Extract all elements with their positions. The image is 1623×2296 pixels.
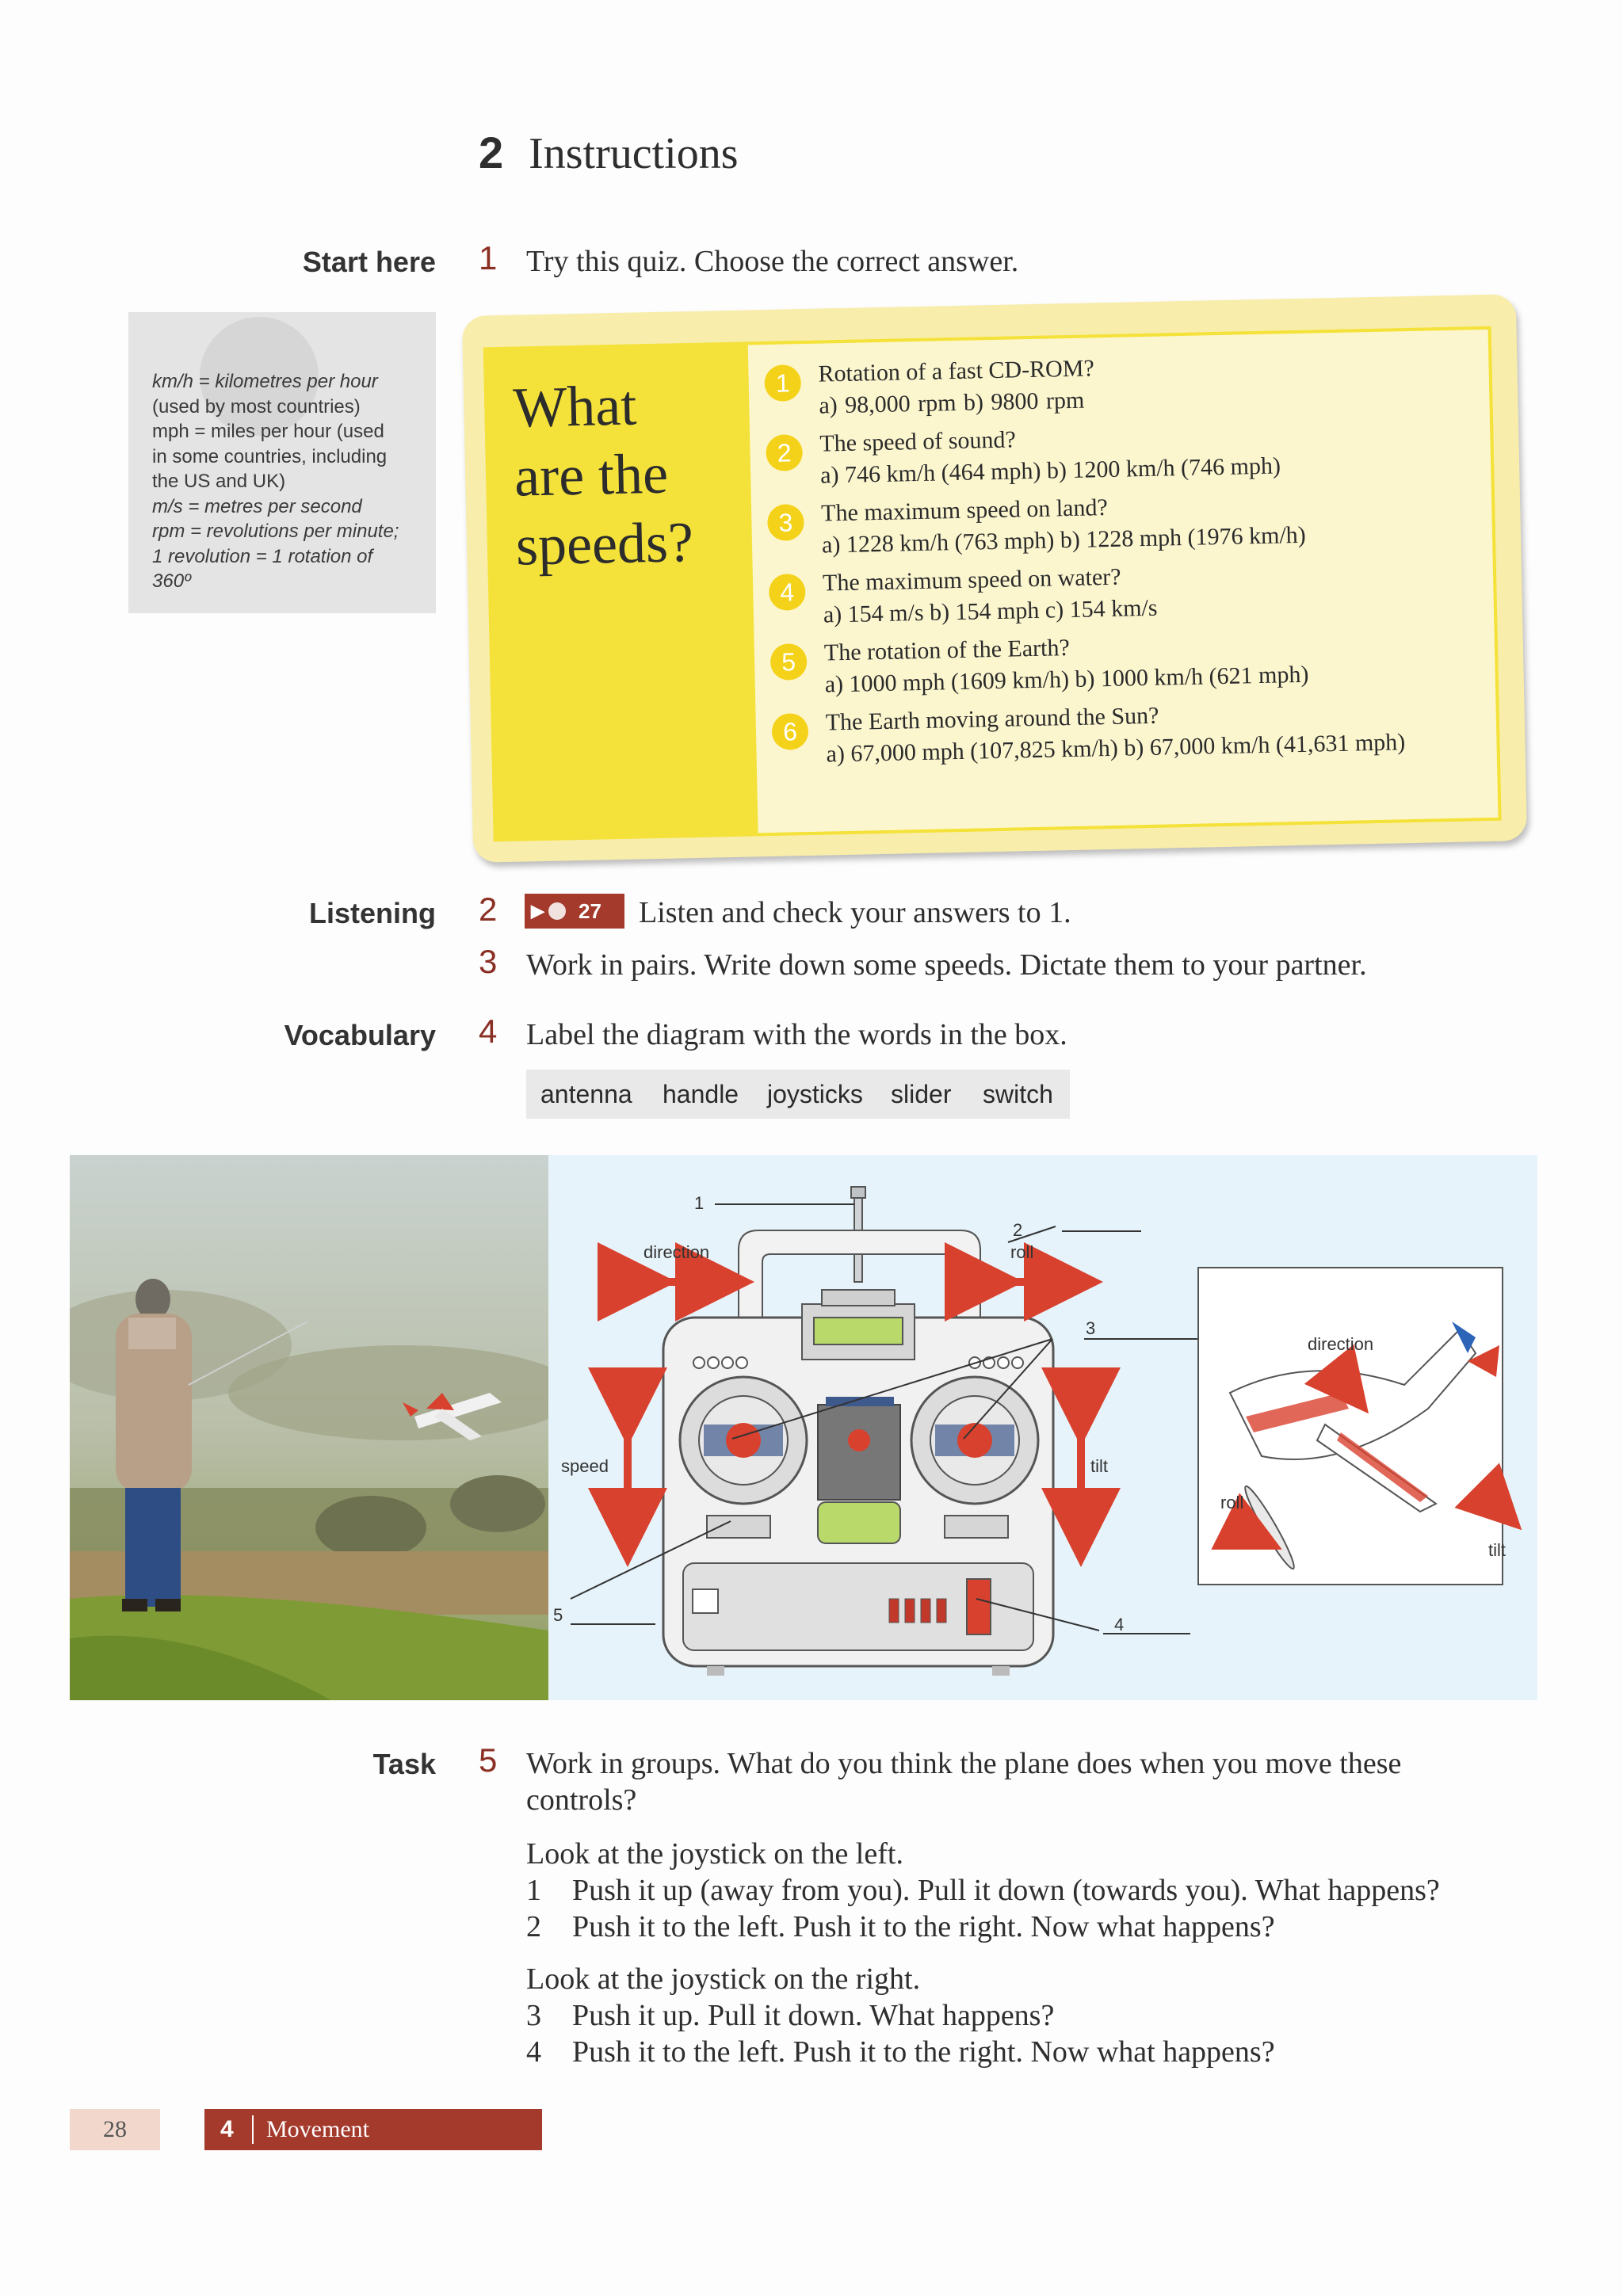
question-text: Rotation of a fast CD-ROM?: [818, 355, 1095, 387]
question-number-badge: 4: [769, 574, 806, 611]
tilt-label: tilt: [1090, 1456, 1108, 1476]
joystick-left: [680, 1377, 807, 1504]
exercise-5-number: 5: [479, 1741, 498, 1779]
track-number: 27: [579, 899, 601, 923]
task-item-number: 3: [526, 1999, 541, 2032]
quiz-frame: [483, 326, 1502, 842]
exercise-4-number: 4: [479, 1013, 498, 1050]
question-answers: a) 154 m/s b) 154 mph c) 154 km/s: [823, 594, 1158, 628]
quiz-question: [748, 346, 1461, 419]
task-item-number: 4: [526, 2035, 541, 2069]
note-line: in some countries, including: [152, 445, 388, 467]
question-text: The maximum speed on water?: [822, 563, 1121, 597]
question-answers: a) 98,000 rpm b) 9800 rpm: [819, 387, 1085, 419]
exercise-1-text: Try this quiz. Choose the correct answer.: [526, 245, 1019, 278]
plane-tilt-label: tilt: [1488, 1540, 1506, 1560]
rc-plane-photo: [70, 1155, 548, 1700]
cd-icon: [548, 902, 566, 920]
question-number-badge: 3: [767, 504, 804, 541]
units-note: [128, 312, 436, 613]
play-icon: ▶: [531, 901, 544, 921]
unit-number: 4: [220, 2116, 234, 2142]
section-title: Instructions: [529, 129, 739, 178]
label-listening: Listening: [309, 897, 436, 929]
quiz-questions: [748, 330, 1499, 833]
exercise-4-text: Label the diagram with the words in the box.: [526, 1018, 1067, 1051]
unit-separator: [252, 2115, 254, 2144]
label-vocabulary: Vocabulary: [284, 1019, 436, 1051]
section-header: [479, 127, 739, 179]
word-item: joysticks: [767, 1080, 863, 1108]
question-answers: a) 1228 km/h (763 mph) b) 1228 mph (1976 km/h): [821, 521, 1307, 559]
task-item-text: Push it to the left. Push it to the right. Now what happens?: [572, 2035, 1275, 2069]
task-item-text: Push it to the left. Push it to the right. Now what happens?: [572, 1910, 1275, 1943]
question-number-badge: 1: [764, 364, 801, 402]
unit-banner: [204, 2109, 542, 2150]
label-number-2: 2: [1013, 1220, 1023, 1240]
photo-illustration: [70, 1155, 548, 1700]
word-item: antenna: [540, 1080, 632, 1108]
exercise-5-text-line1: Work in groups. What do you think the plane does when you move these: [526, 1747, 1402, 1780]
quiz-card: [462, 294, 1527, 863]
label-start-here: Start here: [302, 246, 436, 278]
section-number: 2: [479, 128, 504, 177]
label-number-1: 1: [694, 1193, 705, 1213]
note-line: 360º: [152, 570, 191, 592]
label-task: Task: [372, 1748, 436, 1780]
question-answers: a) 1000 mph (1609 km/h) b) 1000 km/h (621 mph): [824, 661, 1309, 698]
quiz-title-line: speeds?: [515, 509, 694, 578]
rc-controller-diagram: [548, 1155, 1537, 1700]
task-item-number: 2: [526, 1910, 541, 1943]
plane-inset: [1198, 1268, 1506, 1585]
label-number-3: 3: [1086, 1318, 1096, 1338]
label-number-5: 5: [553, 1605, 563, 1625]
label-number-4: 4: [1114, 1615, 1125, 1634]
note-line: (used by most countries): [152, 395, 361, 418]
task-item-text: Push it up (away from you). Pull it down (towards you). What happens?: [572, 1874, 1440, 1907]
plane-direction-label: direction: [1308, 1334, 1374, 1354]
exercise-3-number: 3: [479, 943, 498, 980]
word-item: slider: [891, 1080, 952, 1108]
question-text: The maximum speed on land?: [820, 494, 1109, 527]
exercise-2-number: 2: [479, 891, 498, 928]
note-line: 1 revolution = 1 rotation of: [152, 545, 373, 567]
switch: [967, 1579, 991, 1634]
question-number-badge: 6: [772, 713, 809, 750]
note-line: the US and UK): [152, 471, 286, 492]
right-joystick-intro: Look at the joystick on the right.: [526, 1962, 921, 1996]
question-text: The Earth moving around the Sun?: [825, 702, 1159, 736]
task-item-number: 1: [526, 1874, 541, 1907]
question-number-badge: 5: [770, 643, 808, 681]
audio-track-button[interactable]: [525, 894, 624, 929]
quiz-title-line: What: [512, 373, 638, 440]
note-line: km/h = kilometres per hour: [152, 371, 378, 392]
unit-title: Movement: [266, 2116, 369, 2142]
question-text: The rotation of the Earth?: [823, 635, 1071, 666]
joystick-right: [911, 1377, 1038, 1504]
question-answers: a) 67,000 mph (107,825 km/h) b) 67,000 km/h (41,631 mph): [826, 729, 1406, 768]
word-box: [526, 1070, 1070, 1119]
speed-label: speed: [561, 1456, 609, 1476]
units-note-text: [152, 369, 422, 594]
word-item: switch: [983, 1080, 1053, 1108]
question-number-badge: 2: [766, 434, 803, 471]
direction-label: direction: [643, 1242, 710, 1262]
note-line: mph = miles per hour (used: [152, 421, 384, 442]
exercise-1-number: 1: [479, 239, 498, 277]
question-text: The speed of sound?: [819, 426, 1017, 457]
exercise-3-text: Work in pairs. Write down some speeds. Dictate them to your partner.: [526, 948, 1367, 982]
controller-svg: [548, 1155, 1537, 1700]
quiz-title-line: are the: [514, 441, 669, 509]
exercise-5-text-line2: controls?: [526, 1783, 637, 1817]
note-line: rpm = revolutions per minute;: [152, 521, 399, 542]
left-joystick-intro: Look at the joystick on the left.: [526, 1837, 903, 1871]
word-item: handle: [663, 1080, 739, 1108]
question-answers: a) 746 km/h (464 mph) b) 1200 km/h (746 mph): [819, 452, 1281, 489]
exercise-2-text: Listen and check your answers to 1.: [639, 896, 1071, 929]
quiz-title: [512, 369, 746, 581]
task-item-text: Push it up. Pull it down. What happens?: [572, 1999, 1055, 2032]
plane-roll-label: roll: [1220, 1493, 1244, 1512]
note-line: m/s = metres per second: [152, 495, 362, 517]
roll-label: roll: [1010, 1242, 1034, 1262]
page-number: 28: [70, 2109, 160, 2150]
